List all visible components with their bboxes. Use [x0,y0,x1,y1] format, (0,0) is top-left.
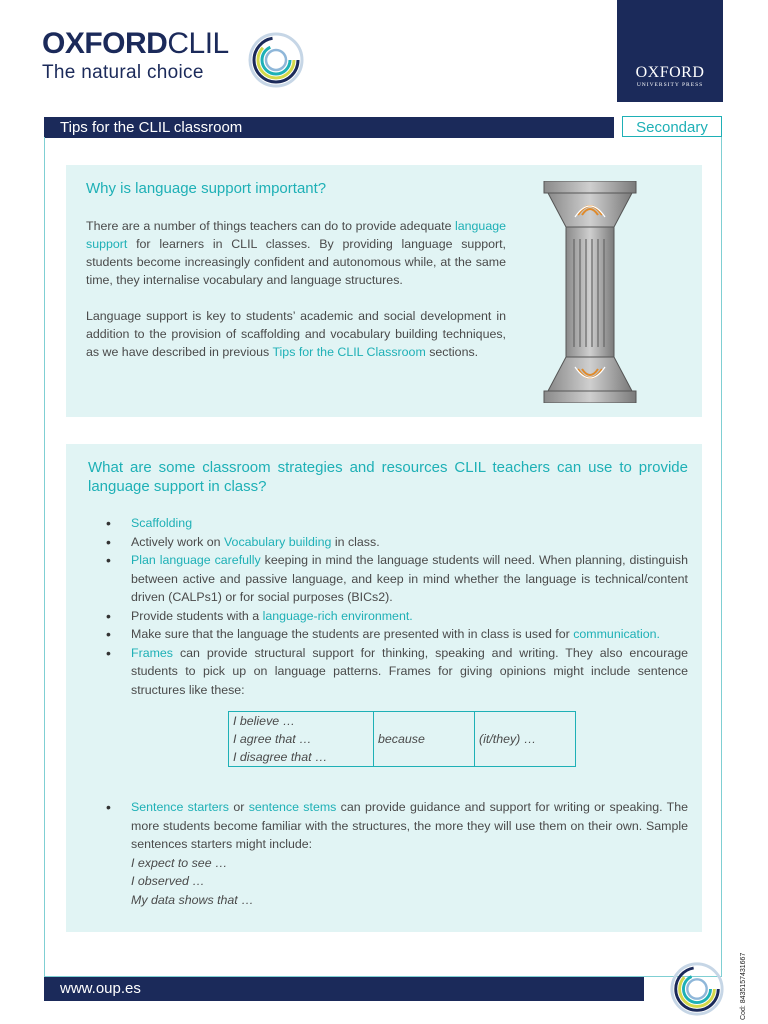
table-cell: (it/they) … [475,712,576,767]
sentence-starters-link[interactable]: Sentence starters [131,800,229,814]
table-cell: because [374,712,475,767]
example-sentence: I expect to see … [131,855,228,870]
language-rich-environment-link[interactable]: language-rich environment. [262,608,413,623]
list-item: • Frames can provide structural support for thinking, speaking and writing. They also encourage students to pick up on language patterns. Frames for giving opinions might include sentence structures like these: I believe … I agree that … I disagree that … because (it/they) … [106,644,688,768]
brand-tagline: The natural choice [42,62,204,83]
example-sentence: My data shows that … [131,892,254,907]
strategies-panel [66,444,702,932]
brand-logo [42,28,229,84]
page-title: Tips for the CLIL classroom [44,117,614,138]
panel1-paragraph-2: Language support is key to students’ academic and social development in addition to the provision of scaffolding and vocabulary building techniques, as we have described in previous Tips for the CLIL Classroom sections. [86,309,506,359]
language-support-panel [66,165,702,417]
frames-table [228,711,576,767]
list-item: • Actively work on Vocabulary building in class. [106,533,688,552]
vocabulary-building-link[interactable]: Vocabulary building [223,534,332,549]
example-sentence: I observed … [131,874,205,888]
product-code: Cod: 8435157431667 [740,952,747,1020]
oup-logo [617,0,723,102]
frames-link[interactable]: Frames [131,645,173,660]
panel2-heading: What are some classroom strategies and resources CLIL teachers can use to provide language support in class? [88,459,688,495]
list-item: • Make sure that the language the students are presented with in class is used for communication. [106,625,688,644]
pillar-illustration [542,181,638,403]
scaffolding-link[interactable]: Scaffolding [131,516,193,530]
list-item [106,514,688,533]
panel1-heading: Why is language support important? [86,180,327,197]
communication-link[interactable]: communication. [573,627,660,641]
clil-ring-icon [246,30,306,90]
panel1-text [86,217,506,379]
strategies-list [106,514,688,909]
oup-sub: UNIVERSITY PRESS [636,82,704,88]
sentence-stems-link[interactable]: sentence stems [248,800,337,814]
list-item: • Provide students with a language-rich environment. [106,607,688,626]
brand-name: OXFORDCLIL [42,27,229,60]
footer-url[interactable]: www.oup.es [44,977,644,1001]
panel1-paragraph-1: There are a number of things teachers can do to provide adequate language support for learners in CLIL classes. By providing language support, students become increasingly confident and autonomous while, at the same time, they internalise vocabulary and language structures. [86,219,506,287]
table-cell: I believe … I agree that … I disagree that … [229,712,374,767]
list-item: • Sentence starters or sentence stems can provide guidance and support for writing or speaking. The more students become familiar with the structures, the more they will use them on their own. Sample sentences starters might include: I expect to see … I observed … My data shows that … [106,798,688,909]
clil-ring-icon [668,960,726,1018]
language-support-link[interactable]: language support [86,219,506,251]
table-row [229,712,576,767]
level-badge: Secondary [622,116,722,137]
plan-language-link[interactable]: Plan language carefully [131,553,261,567]
tips-link[interactable]: Tips for the CLIL Classroom [272,345,426,359]
list-item: • Plan language carefully keeping in mind the language students will need. When planning, distinguish between active and passive language, and keep in mind whether the language is technical/content driven (CALPs1) or for social purposes (BICs2). [106,551,688,607]
oup-name: OXFORD [635,64,705,81]
